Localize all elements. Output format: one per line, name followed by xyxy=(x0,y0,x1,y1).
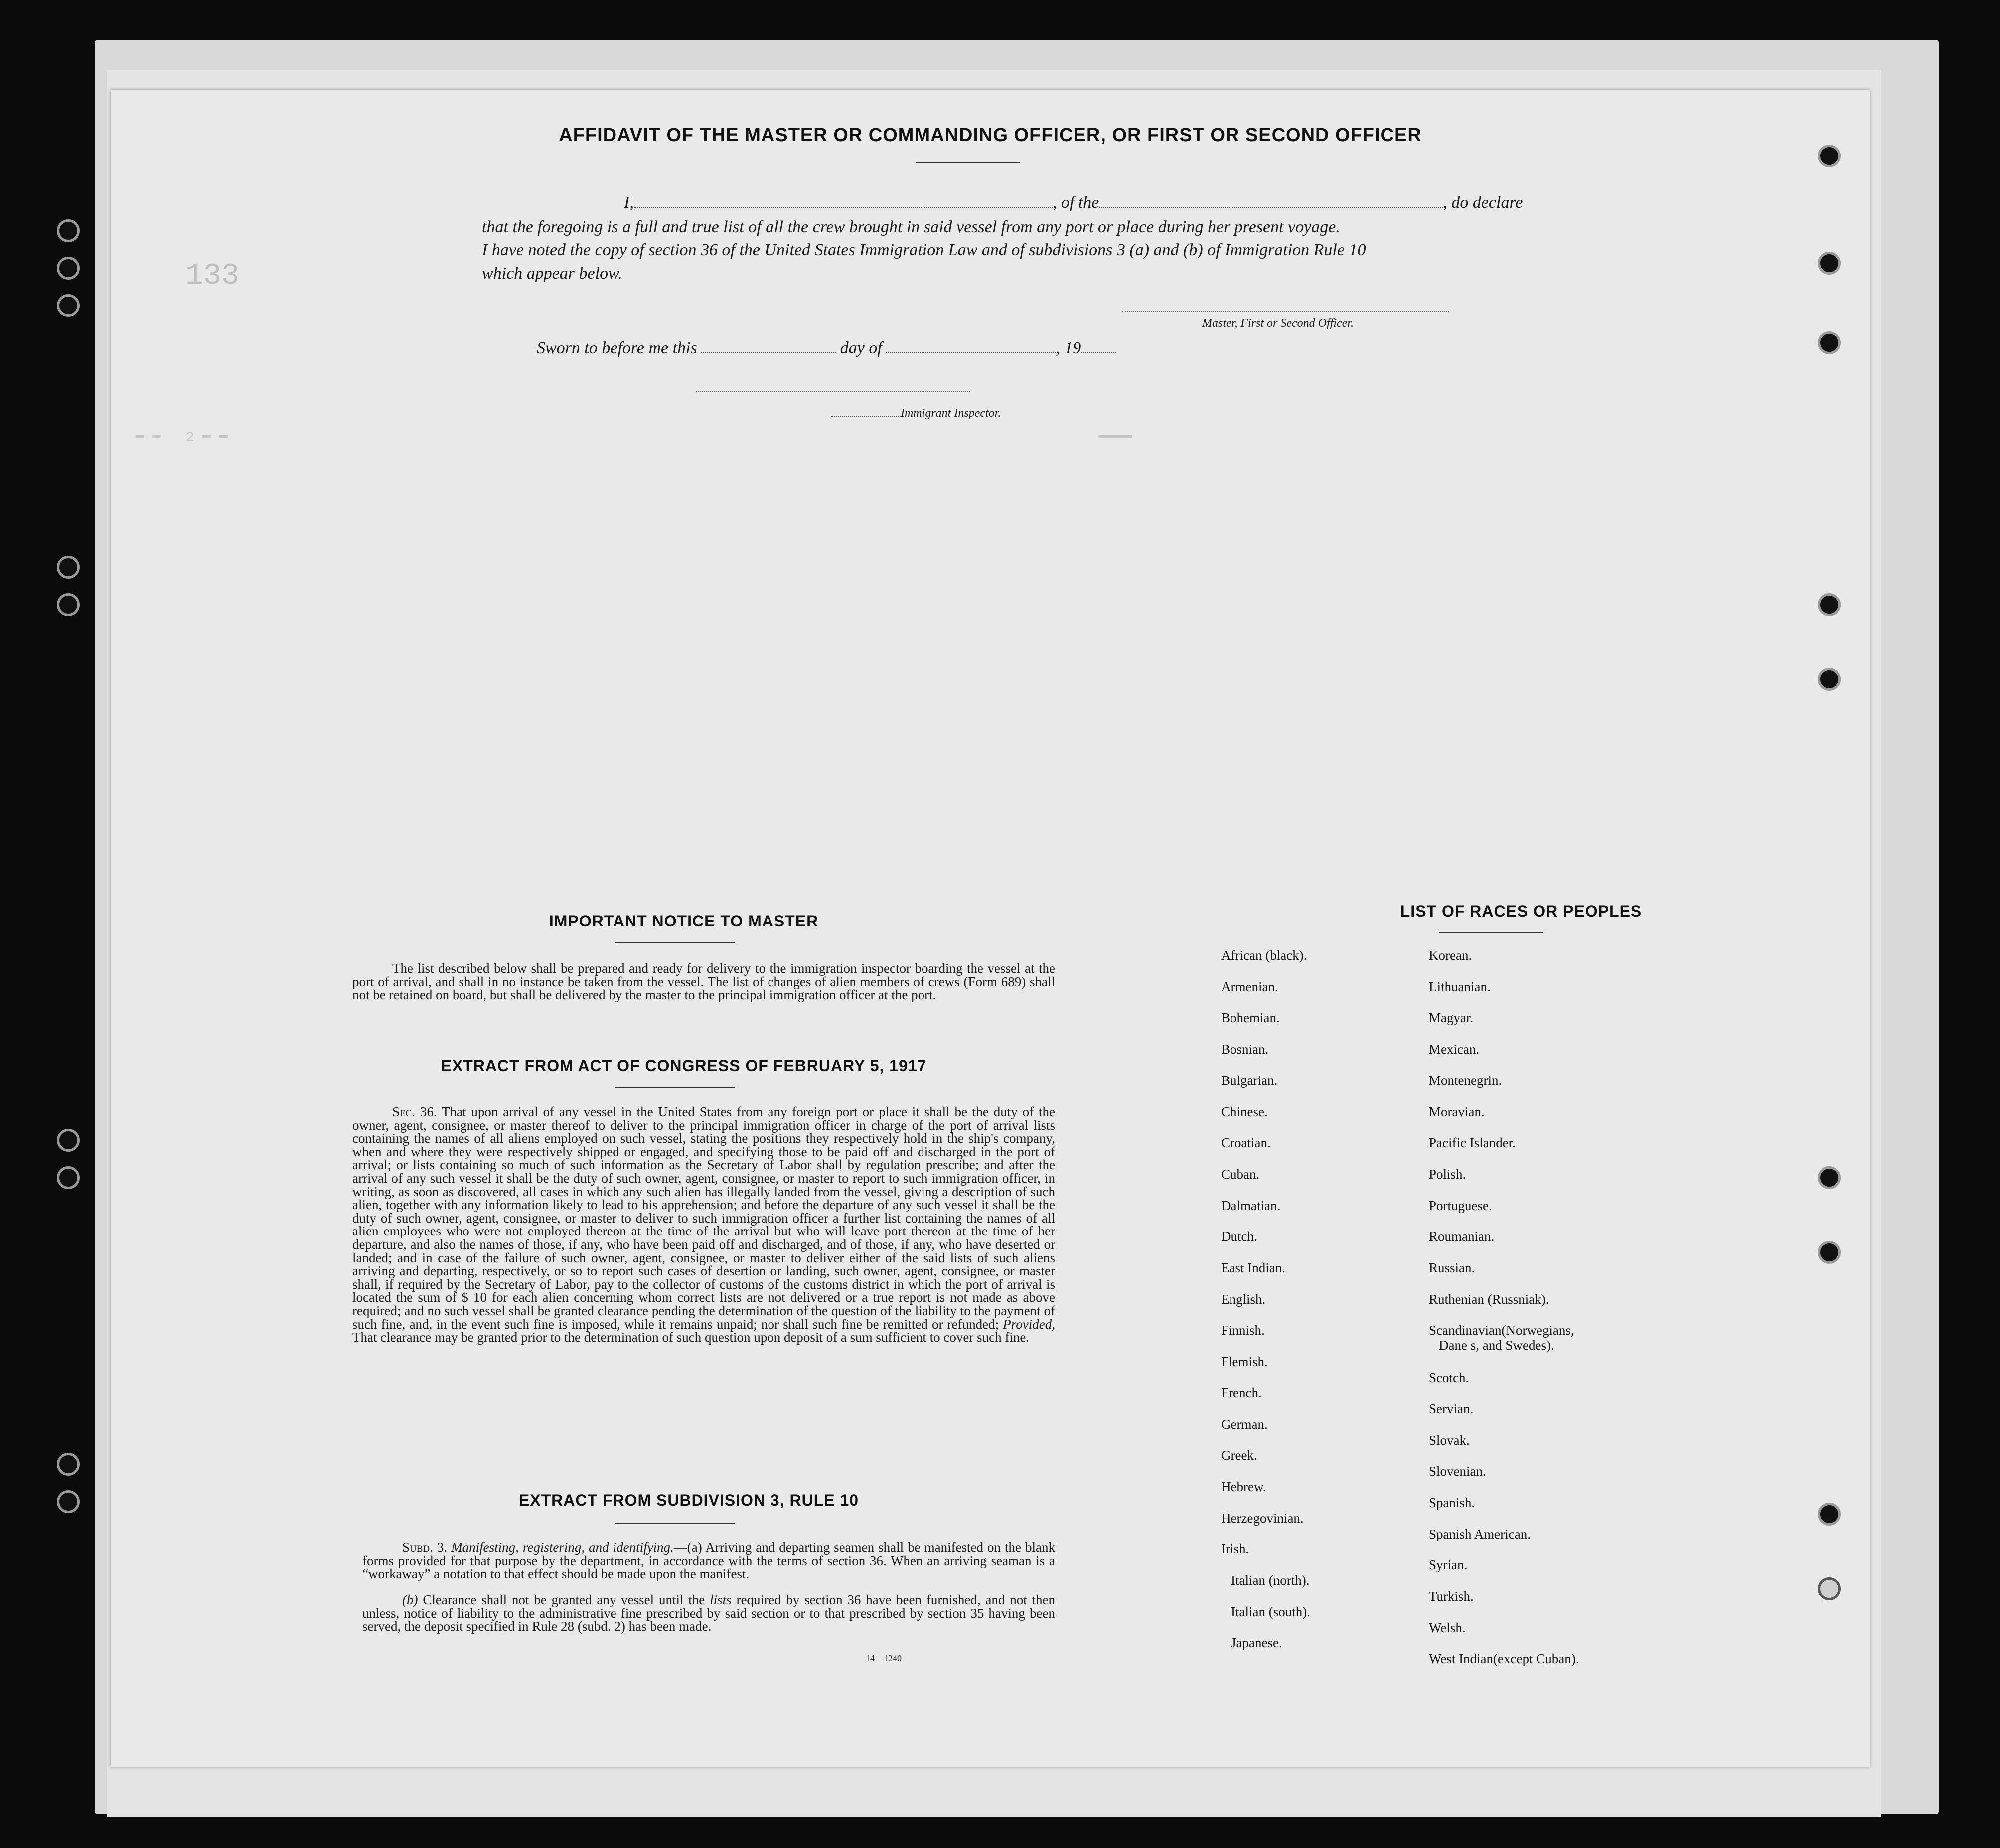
race-item: Chinese. xyxy=(1221,1104,1268,1119)
bleed-through-number: 133 xyxy=(185,259,240,293)
punch-hole xyxy=(57,1166,80,1189)
notice-text: The list described below shall be prepared and ready for delivery to the immigration inspector boarding the vessel at the port of arrival, and shall in no instance be taken from the vessel. The list of changes of alien members of crews (Form 689) shall not be retained on board, but shall be delivered by the master to the principal immigration officer at the port. xyxy=(352,961,1055,1003)
rule-extract-rule xyxy=(615,1523,735,1524)
race-item: Pacific Islander. xyxy=(1429,1135,1516,1151)
punch-hole xyxy=(57,257,80,280)
punch-hole xyxy=(1818,1241,1841,1264)
race-item: West Indian(except Cuban). xyxy=(1429,1651,1579,1667)
affidavit-page xyxy=(111,90,1870,1767)
race-item: Servian. xyxy=(1429,1401,1474,1416)
section-label: Sec. 36. xyxy=(392,1104,437,1119)
race-item: German. xyxy=(1221,1416,1268,1432)
affidavit-title: AFFIDAVIT OF THE MASTER OR COMMANDING OFFICER, OR FIRST OR SECOND OFFICER xyxy=(559,125,1422,146)
sworn-year-label: , 19 xyxy=(1056,339,1081,357)
punch-hole xyxy=(1818,252,1841,275)
race-item: Moravian. xyxy=(1429,1104,1485,1119)
section-36-text: That upon arrival of any vessel in the United States from any foreign port or place it shall be the duty of the owner, agent, consignee, or master thereof to deliver to the principal immigration officer in charge of the port of arrival lists containing the names of all aliens employed on such vessel, stating the positions they respectively hold in the ship's company, when and where they were respectively shipped or engaged, and specifying those to be paid off and discharged in the port of arrival; or lists containing so much of such information as the Secretary of Labor shall by regulation prescribe; and after the arrival of any such vessel it shall be the duty of such owner, agent, consignee, or master to report to such immigration officer, in writing, as soon as discovered, all cases in which any such alien has illegally landed from the vessel, giving a description of such alien, together with any information likely to lead to his apprehension; and before the departure of any such vessel it shall be the duty of such owner, agent, consignee, or master to deliver to such immigration officer a further list containing the names of all alien employees who were not employed thereon at the time of the arrival but who will leave port thereon at the time of her departure, and also the names of those, if any, who have been paid off and discharged, and of those, if any, who have deserted or landed; and in case of the failure of such owner, agent, consignee, or master to deliver either of the said lists of such aliens arriving and departing, respectively, or so to report such cases of desertion or landing, such owner, agent, consignee, or master shall, if required by the Secretary of Labor, pay to the collector of customs of the customs district in which the port of arrival is located the sum of $ 10 for each alien concerning whom correct lists are not delivered or a true report is not made as above required; and no such vessel shall be granted clearance pending the determination of the question of the liability to the payment of such fine, and, in the event such fine is imposed, while it remains unpaid; nor shall such fine be remitted or refunded; xyxy=(352,1104,1055,1332)
punch-hole xyxy=(1818,145,1841,167)
act-extract-title: EXTRACT FROM ACT OF CONGRESS OF FEBRUARY 5, 1917 xyxy=(441,1057,927,1075)
sworn-day-blank[interactable] xyxy=(701,352,836,353)
race-item: Irish. xyxy=(1221,1541,1249,1557)
race-item: Spanish. xyxy=(1429,1495,1475,1510)
rule-extract-title: EXTRACT FROM SUBDIVISION 3, RULE 10 xyxy=(518,1491,859,1509)
bleed-through-text: ━ ━ 2 ━ ━ ━━━━ xyxy=(136,430,1132,446)
punch-hole xyxy=(1818,668,1841,691)
race-item: Roumanian. xyxy=(1429,1229,1495,1244)
race-item: Armenian. xyxy=(1221,979,1278,994)
subd-b-text-2: required by section 36 have been furnished, and not then unless, notice of liability to the administrative fine prescribed by said section or to that prescribed by section 35 having been served, the deposit specified in Rule 28 (subd. 2) has been made. xyxy=(362,1592,1056,1634)
title-rule xyxy=(916,162,1020,163)
race-item: English. xyxy=(1221,1291,1266,1307)
race-item: Hebrew. xyxy=(1221,1479,1266,1494)
punch-hole xyxy=(1818,1503,1841,1526)
punch-hole xyxy=(1818,593,1841,616)
sworn-prefix: Sworn to before me this xyxy=(537,339,697,357)
race-item: Scandinavian(Norwegians, xyxy=(1429,1323,1574,1338)
race-item: French. xyxy=(1221,1385,1262,1400)
race-item: Korean. xyxy=(1429,948,1472,963)
subd-heading: Manifesting, registering, and identifying. xyxy=(451,1540,674,1555)
race-item: Turkish. xyxy=(1429,1589,1474,1604)
rule-subd-a-text xyxy=(362,1541,1055,1581)
act-extract-rule xyxy=(615,1087,735,1088)
punch-hole xyxy=(1818,331,1841,354)
master-signature-line[interactable] xyxy=(1122,311,1449,312)
affidavit-line-1 xyxy=(624,193,1523,212)
punch-hole xyxy=(57,1129,80,1152)
proviso-label: Provided, xyxy=(1003,1316,1056,1332)
inspector-short-line xyxy=(831,416,901,417)
affidavit-declare-label: , do declare xyxy=(1443,193,1523,212)
race-item: Syrian. xyxy=(1429,1557,1468,1573)
affidavit-of-the-label: , of the xyxy=(1052,193,1099,212)
affidavit-line-3: I have noted the copy of section 36 of the United States Immigration Law and of subdivisions 3 (a) and (b) of Immigration Rule 10 xyxy=(482,241,1366,259)
race-item: Bosnian. xyxy=(1221,1042,1269,1057)
subd-b-lists-word: lists xyxy=(710,1592,732,1607)
race-item: Slovak. xyxy=(1429,1432,1470,1448)
race-item: Bohemian. xyxy=(1221,1010,1280,1026)
affidavit-line-4: which appear below. xyxy=(482,264,622,283)
race-item: Croatian. xyxy=(1221,1135,1271,1151)
race-item: East Indian. xyxy=(1221,1260,1285,1275)
affidavit-i-label: I, xyxy=(624,193,634,212)
race-item: Dane s, and Swedes). xyxy=(1439,1338,1554,1353)
races-title: LIST OF RACES OR PEOPLES xyxy=(1400,902,1642,920)
race-item: Greek. xyxy=(1221,1448,1257,1463)
punch-hole xyxy=(57,1453,80,1476)
race-item: Magyar. xyxy=(1429,1010,1474,1026)
notice-title: IMPORTANT NOTICE TO MASTER xyxy=(549,912,819,930)
race-item: Scotch. xyxy=(1429,1370,1469,1386)
sworn-year-blank[interactable] xyxy=(1081,352,1116,353)
punch-hole xyxy=(1818,1577,1841,1600)
sworn-month-blank[interactable] xyxy=(886,352,1056,353)
punch-hole xyxy=(57,294,80,317)
affidavit-line-2: that the foregoing is a full and true list of all the crew brought in said vessel from any port or place during her present voyage. xyxy=(482,218,1340,236)
vessel-name-blank[interactable] xyxy=(1099,207,1443,208)
notice-rule xyxy=(615,942,735,943)
sworn-day-of-label: day of xyxy=(840,339,882,357)
race-item: Welsh. xyxy=(1429,1620,1466,1635)
race-item: Japanese. xyxy=(1231,1635,1282,1651)
race-item: Portuguese. xyxy=(1429,1198,1492,1213)
punch-hole xyxy=(1818,1166,1841,1189)
race-item: Montenegrin. xyxy=(1429,1073,1502,1088)
subd-b-text-1: Clearance shall not be granted any vessel until the xyxy=(423,1592,705,1607)
race-item: Mexican. xyxy=(1429,1042,1480,1057)
race-item: Dutch. xyxy=(1221,1229,1257,1244)
race-item: Ruthenian (Russniak). xyxy=(1429,1291,1549,1307)
rule-subd-b-text xyxy=(362,1593,1055,1633)
inspector-signature-line[interactable] xyxy=(696,391,970,392)
race-item: Lithuanian. xyxy=(1429,979,1491,994)
subd-a-text: —(a) Arriving and departing seamen shall be manifested on the blank forms provided for that purpose by the department, in accordance with the terms of section 36. When an arriving seaman is a “workaway” a notation to that effect should be made upon the manifest. xyxy=(362,1540,1055,1582)
race-item: Slovenian. xyxy=(1429,1464,1486,1479)
inspector-caption: Immigrant Inspector. xyxy=(901,407,1001,420)
subd-label: Subd. 3. xyxy=(402,1540,448,1555)
race-item: Bulgarian. xyxy=(1221,1073,1278,1088)
race-item: Italian (north). xyxy=(1231,1573,1310,1588)
race-item: Italian (south). xyxy=(1231,1604,1310,1619)
race-item: Finnish. xyxy=(1221,1323,1265,1338)
punch-hole xyxy=(57,219,80,242)
proviso-text: That clearance may be granted prior to the determination of such question upon deposit of a sum sufficient to cover such fine. xyxy=(352,1330,1030,1345)
act-extract-text xyxy=(352,1105,1055,1344)
races-rule xyxy=(1439,932,1543,933)
subd-b-label: (b) xyxy=(402,1592,418,1607)
race-item: Spanish American. xyxy=(1429,1526,1531,1541)
form-number: 14—1240 xyxy=(866,1653,902,1663)
race-item: Russian. xyxy=(1429,1260,1475,1275)
race-item: Flemish. xyxy=(1221,1354,1268,1370)
race-item: Polish. xyxy=(1429,1166,1466,1182)
race-item: Dalmatian. xyxy=(1221,1198,1281,1213)
race-item: Cuban. xyxy=(1221,1166,1260,1182)
race-item: Herzegovinian. xyxy=(1221,1510,1304,1526)
master-name-blank[interactable] xyxy=(634,207,1053,208)
race-item: African (black). xyxy=(1221,948,1307,963)
punch-hole xyxy=(57,593,80,616)
master-signature-caption: Master, First or Second Officer. xyxy=(1202,317,1354,330)
punch-hole xyxy=(57,1490,80,1513)
sworn-line xyxy=(537,339,1116,358)
punch-hole xyxy=(57,556,80,579)
